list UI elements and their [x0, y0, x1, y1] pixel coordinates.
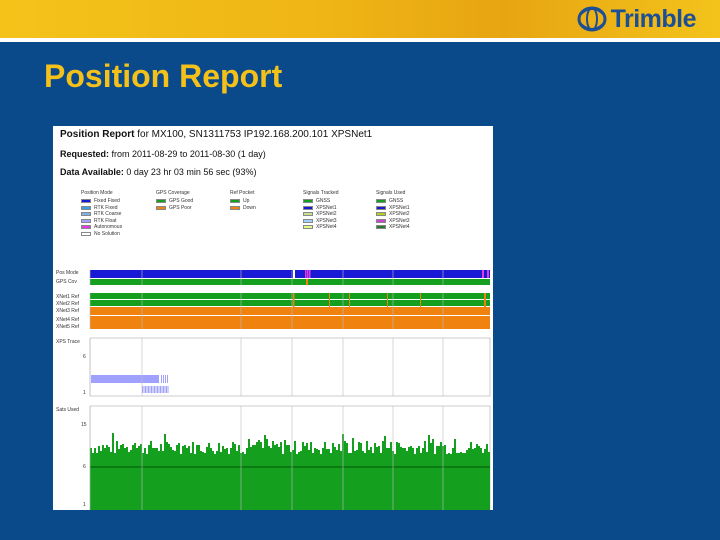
sats-bar — [390, 442, 392, 459]
legend-label: XPSNet1 — [316, 204, 337, 211]
sats-bar — [400, 447, 402, 459]
sats-bar — [360, 443, 362, 459]
sats-bar — [270, 448, 272, 459]
sats-bar — [148, 445, 150, 459]
sats-bar — [166, 442, 168, 459]
sats-bar — [286, 445, 288, 459]
legend-label: XPSNet2 — [389, 211, 410, 218]
sats-bar — [98, 446, 100, 459]
sats-bar — [388, 448, 390, 459]
sats-bar — [108, 447, 110, 459]
legend-label: XPSNet3 — [316, 217, 337, 224]
sats-bar — [212, 451, 214, 459]
sats-bar — [370, 447, 372, 459]
sats-bar — [328, 449, 330, 459]
legend-label: GPS Poor — [169, 204, 192, 211]
sats-bar — [236, 451, 238, 459]
sats-bar — [488, 452, 490, 459]
pos-mode-segment — [307, 270, 309, 278]
sats-bar — [208, 443, 210, 459]
sats-bar — [398, 443, 400, 459]
sats-bar — [466, 450, 468, 459]
sats-bar — [220, 452, 222, 459]
sats-bar — [128, 452, 130, 459]
sats-bar — [384, 436, 386, 459]
legend-title: Position Mode — [81, 190, 113, 196]
sats-bar — [454, 439, 456, 459]
sats-bar — [260, 442, 262, 459]
xps-trace-title: XPS Trace — [56, 339, 80, 345]
ref-row-label: XNet1 Ref — [56, 294, 80, 300]
sats-bar — [204, 453, 206, 459]
trimble-logo — [577, 4, 696, 34]
sats-bar — [480, 448, 482, 459]
sats-bar — [218, 443, 220, 459]
sats-bar — [134, 443, 136, 459]
sats-bar — [256, 442, 258, 459]
legend-label: Fixed Fixed — [94, 198, 120, 205]
sats-bar — [146, 454, 148, 459]
sats-bar — [198, 445, 200, 459]
xps-trace-tick — [159, 386, 160, 393]
xps-trace-tick — [167, 375, 168, 383]
report-title-suffix: for MX100, SN1311753 IP192.168.200.101 XPSNet1 — [137, 129, 373, 140]
legend-title: GPS Coverage — [156, 190, 190, 196]
report-title: Position Report — [60, 129, 135, 140]
sats-bar — [402, 448, 404, 459]
ref-down-segment — [329, 293, 330, 307]
ref-down-segment — [387, 293, 388, 307]
xps-trace-tick — [166, 386, 167, 393]
sats-bar — [164, 434, 166, 459]
legend-title: Signals Used — [376, 190, 406, 196]
sats-bar — [282, 454, 284, 459]
xps-trace-tick — [161, 375, 162, 383]
sats-bar — [246, 448, 248, 459]
sats-bar — [104, 448, 106, 459]
sats-bar — [412, 448, 414, 459]
sats-bar — [394, 454, 396, 459]
ref-down-segment — [484, 293, 486, 307]
sats-bar — [352, 438, 354, 459]
pos-mode-segment — [293, 270, 295, 278]
sats-bar — [288, 445, 290, 459]
xps-trace-tick — [154, 386, 155, 393]
xps-trace-tick — [163, 386, 164, 393]
available-value: 0 day 23 hr 03 min 56 sec (93%) — [126, 167, 257, 177]
sats-bar — [184, 445, 186, 459]
sats-bar — [396, 442, 398, 459]
requested-label: Requested: — [60, 149, 110, 159]
sats-bar — [154, 448, 156, 459]
sats-bar — [380, 453, 382, 459]
legend-label: No Solution — [94, 230, 120, 237]
pos-mode-segment — [309, 270, 311, 278]
sats-bar — [180, 454, 182, 459]
sats-bar — [460, 452, 462, 459]
legend-label: Up — [243, 198, 250, 205]
sats-bar — [468, 448, 470, 459]
sats-bar — [476, 444, 478, 459]
sats-bar — [404, 448, 406, 459]
slide-title: Position Report — [44, 58, 283, 94]
sats-bar — [316, 449, 318, 459]
gps-cov-gap — [306, 279, 308, 285]
sats-ytick: 6 — [83, 464, 86, 470]
sats-bar — [312, 453, 314, 459]
sats-bar — [448, 453, 450, 459]
ref-row-bar — [90, 323, 490, 329]
xps-trace-tick — [168, 386, 169, 393]
sats-bar — [202, 452, 204, 459]
sats-bar — [284, 440, 286, 459]
legend-label: RTK Float — [94, 217, 117, 224]
sats-bar — [114, 453, 116, 459]
sats-bar — [130, 450, 132, 459]
xps-trace-tick — [148, 386, 149, 393]
sats-bar — [116, 441, 118, 459]
sats-bar — [274, 445, 276, 459]
sats-bar — [222, 446, 224, 459]
sats-bar — [406, 451, 408, 459]
sats-bar — [440, 442, 442, 459]
xps-trace-tick — [153, 386, 154, 393]
sats-title: Sats Used — [56, 407, 80, 413]
sats-bar — [446, 454, 448, 459]
sats-bar — [136, 448, 138, 459]
sats-bar — [458, 453, 460, 459]
sats-bar — [378, 446, 380, 459]
sats-bar — [228, 454, 230, 459]
sats-bar — [482, 453, 484, 459]
sats-bar — [242, 452, 244, 459]
sats-bar — [232, 442, 234, 459]
sats-bar — [160, 444, 162, 459]
sats-bar — [420, 453, 422, 459]
sats-bar — [234, 444, 236, 459]
legend-title: Signals Tracked — [303, 190, 339, 196]
sats-bar — [200, 451, 202, 459]
sats-bar — [452, 448, 454, 459]
sats-bar — [462, 453, 464, 459]
sats-bar — [252, 445, 254, 459]
sats-bar — [472, 449, 474, 459]
xps-trace-tick — [156, 386, 157, 393]
sats-bar — [258, 440, 260, 459]
sats-bar — [170, 447, 172, 459]
sats-bar — [192, 442, 194, 459]
sats-bar — [156, 448, 158, 459]
sats-bar — [238, 445, 240, 459]
pos-mode-bar — [90, 270, 490, 278]
report-charts — [53, 126, 493, 510]
sats-bar — [318, 450, 320, 459]
requested-value: from 2011-08-29 to 2011-08-30 (1 day) — [111, 149, 266, 159]
ref-row-bar — [90, 300, 490, 306]
sats-bar — [216, 451, 218, 459]
ref-row-bar — [90, 307, 490, 315]
xps-trace-tick — [144, 386, 145, 393]
sats-bar — [372, 453, 374, 459]
sats-bar — [210, 448, 212, 459]
ref-row-label: XNet5 Ref — [56, 324, 80, 330]
sats-bar — [334, 447, 336, 459]
sats-bar — [300, 451, 302, 459]
xps-trace-tick — [150, 386, 151, 393]
sats-bar — [144, 448, 146, 459]
sats-bar — [422, 448, 424, 459]
sats-bar — [250, 447, 252, 459]
legend-label: GNSS — [316, 198, 331, 205]
sats-bar — [262, 448, 264, 459]
sats-bar — [150, 441, 152, 459]
legend-label: Autonomous — [94, 224, 123, 231]
sats-bar — [106, 445, 108, 459]
legend-label: RTK Coarse — [94, 211, 122, 218]
sats-bar — [336, 450, 338, 459]
gps-cov-bar — [90, 279, 490, 285]
ref-row-bar — [90, 293, 490, 299]
sats-bar — [368, 450, 370, 459]
sats-bar — [414, 454, 416, 459]
sats-bar — [438, 446, 440, 459]
sats-bar — [304, 446, 306, 459]
sats-bar — [362, 451, 364, 459]
legend-label: XPSNet4 — [389, 224, 410, 231]
ref-row-bar — [90, 316, 490, 323]
sats-bar — [178, 443, 180, 459]
sats-bar — [444, 445, 446, 459]
sats-bar — [450, 454, 452, 459]
xps-trace-ytick: 6 — [83, 354, 86, 360]
xps-trace-tick — [157, 386, 158, 393]
sats-bar — [432, 439, 434, 459]
sats-level-line — [90, 466, 490, 468]
sats-bar — [418, 446, 420, 459]
sats-bar — [484, 449, 486, 459]
sats-bar — [100, 451, 102, 459]
sats-bar — [298, 452, 300, 459]
sats-bar — [486, 444, 488, 459]
sats-bar — [272, 441, 274, 459]
sats-bar — [124, 448, 126, 459]
sats-bar — [366, 441, 368, 459]
sats-bar — [436, 446, 438, 459]
sats-bar — [374, 443, 376, 459]
sats-bar — [424, 441, 426, 459]
sats-bar — [158, 451, 160, 459]
sats-bar — [434, 454, 436, 459]
sats-bar — [294, 441, 296, 459]
sats-bar — [464, 453, 466, 459]
sats-bar — [408, 447, 410, 459]
sats-bar — [314, 448, 316, 459]
sats-bar — [348, 453, 350, 459]
sats-bar — [224, 449, 226, 459]
sats-bar — [358, 442, 360, 459]
sats-bar — [162, 451, 164, 459]
legend-label: GPS Good — [169, 198, 194, 205]
gps-cov-label: GPS Cov — [56, 279, 77, 285]
sats-bar — [266, 439, 268, 459]
sats-bar — [306, 443, 308, 459]
sats-bar — [94, 448, 96, 459]
legend-label: XPSNet2 — [316, 211, 337, 218]
sats-bar — [182, 446, 184, 459]
sats-bar — [142, 453, 144, 459]
sats-bar — [280, 442, 282, 459]
sats-bar — [244, 454, 246, 459]
sats-bar — [90, 448, 92, 459]
legend-title: Ref Pocket — [230, 190, 255, 196]
sats-bar — [186, 448, 188, 459]
sats-bar — [364, 453, 366, 459]
sats-bar — [430, 443, 432, 459]
sats-bar — [382, 441, 384, 459]
sats-bar — [324, 442, 326, 459]
pos-mode-segment — [305, 270, 307, 278]
sats-bar — [194, 454, 196, 459]
xps-trace-tick — [145, 386, 146, 393]
sats-bar — [278, 447, 280, 459]
sats-bar — [152, 448, 154, 459]
sats-bar — [302, 442, 304, 459]
xps-trace-bar — [91, 375, 159, 383]
sats-bar — [350, 453, 352, 459]
sats-bar — [470, 442, 472, 459]
sats-bar — [386, 448, 388, 459]
sats-ytick: 15 — [81, 422, 87, 428]
sats-bar — [92, 453, 94, 459]
sats-bar — [332, 443, 334, 459]
sats-bar — [308, 450, 310, 459]
sats-bar — [322, 448, 324, 459]
sats-bar — [428, 435, 430, 459]
sats-bar — [376, 447, 378, 459]
sats-bar — [346, 443, 348, 459]
sats-bar — [174, 451, 176, 459]
sats-bar — [478, 446, 480, 459]
sats-bar — [214, 454, 216, 459]
sats-bar — [276, 444, 278, 459]
xps-trace-tick — [162, 386, 163, 393]
sats-bar — [474, 448, 476, 459]
sats-bar — [338, 444, 340, 459]
sats-bar — [118, 449, 120, 459]
sats-bar — [426, 452, 428, 459]
xps-trace-tick — [147, 386, 148, 393]
sats-bar — [120, 445, 122, 459]
sats-bar — [196, 445, 198, 459]
xps-trace-tick — [165, 386, 166, 393]
legend-label: XPSNet1 — [389, 204, 410, 211]
ref-row-label: XNet3 Ref — [56, 308, 80, 314]
legend-label: Down — [243, 204, 256, 211]
sats-ytick: 1 — [83, 502, 86, 508]
position-report-image — [53, 126, 493, 510]
sats-bar — [356, 450, 358, 459]
sats-bar — [188, 446, 190, 459]
ref-down-segment — [293, 293, 295, 307]
ref-down-segment — [420, 293, 421, 307]
sats-bar — [248, 439, 250, 459]
sats-bar — [416, 448, 418, 459]
sats-bar — [102, 445, 104, 459]
sats-bar — [230, 448, 232, 459]
trimble-wordmark: Trimble — [610, 4, 696, 33]
pos-mode-segment — [487, 270, 489, 278]
legend-label: XPSNet3 — [389, 217, 410, 224]
sats-bar — [344, 441, 346, 459]
sats-bar — [132, 445, 134, 459]
sats-bar — [340, 451, 342, 459]
available-label: Data Available: — [60, 167, 124, 177]
xps-trace-tick — [165, 375, 166, 383]
xps-trace-tick — [151, 386, 152, 393]
xps-trace-ytick: 1 — [83, 390, 86, 396]
sats-bar — [190, 453, 192, 459]
sats-bar — [326, 449, 328, 459]
sats-bar — [168, 444, 170, 459]
legend-label: RTK Fixed — [94, 204, 118, 211]
header-divider — [0, 38, 720, 42]
ref-row-label: XNet4 Ref — [56, 317, 80, 323]
sats-bar — [96, 453, 98, 459]
xps-trace-tick — [160, 386, 161, 393]
sats-bar — [330, 453, 332, 459]
sats-bar — [138, 446, 140, 459]
sats-bar — [254, 445, 256, 459]
sats-bar — [112, 433, 114, 459]
trimble-globe-icon — [577, 6, 607, 32]
legend-label: GNSS — [389, 198, 404, 205]
sats-bar — [268, 446, 270, 459]
sats-bar — [206, 447, 208, 459]
ref-row-label: XNet2 Ref — [56, 301, 80, 307]
sats-bar — [172, 450, 174, 459]
sats-bar — [176, 445, 178, 459]
sats-bar — [310, 442, 312, 459]
ref-down-segment — [349, 293, 350, 307]
pos-mode-label: Pos Mode — [56, 270, 79, 276]
pos-mode-segment — [482, 270, 484, 278]
sats-bar — [354, 451, 356, 459]
sats-bar — [456, 453, 458, 459]
sats-bar — [122, 444, 124, 459]
sats-bar — [296, 454, 298, 459]
sats-bar — [264, 435, 266, 459]
sats-bar — [320, 454, 322, 459]
xps-trace-tick — [163, 375, 164, 383]
sats-bar — [226, 448, 228, 459]
sats-bar — [110, 452, 112, 459]
legend-label: XPSNet4 — [316, 224, 337, 231]
sats-bar — [410, 446, 412, 459]
sats-bar — [126, 447, 128, 459]
